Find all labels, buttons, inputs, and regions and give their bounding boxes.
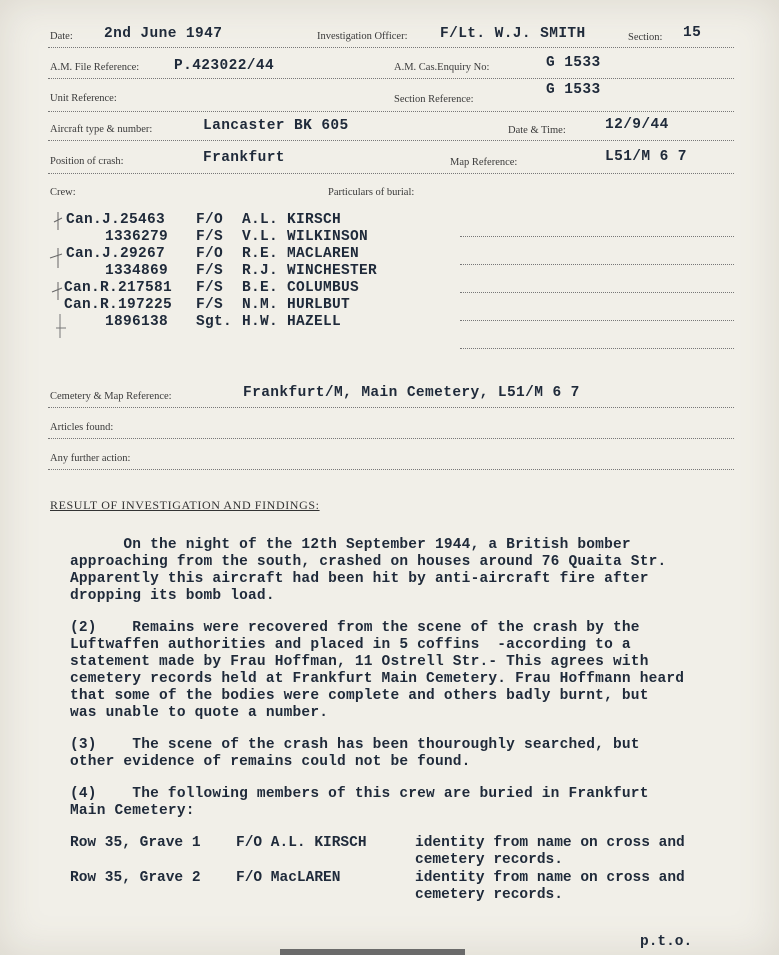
further-action-label: Any further action: <box>50 453 131 464</box>
crew-number: Can.J.25463 <box>66 212 166 228</box>
grave-note: identity from name on cross and <box>415 870 685 886</box>
findings-paragraph-3 <box>70 737 760 771</box>
grave-name: F/O MacLAREN <box>236 870 341 886</box>
divider <box>460 264 734 265</box>
cas-enquiry-value: G 1533 <box>546 55 601 71</box>
position-value: Frankfurt <box>203 150 285 166</box>
crew-rank: F/S <box>196 280 224 296</box>
paragraph-line: dropping its bomb load. <box>70 588 275 604</box>
officer-label: Investigation Officer: <box>317 31 408 42</box>
paragraph-line: On the night of the 12th September 1944, a British bomber <box>70 537 631 553</box>
crew-rank: Sgt. <box>196 314 233 330</box>
paragraph-line: (4) The following members of this crew are buried in Frankfurt <box>70 786 649 802</box>
paragraph-line: was unable to quote a number. <box>70 705 329 721</box>
paragraph-line: statement made by Frau Hoffman, 11 Ostrell Str.- This agrees with <box>70 654 649 670</box>
divider <box>48 140 734 141</box>
paragraph-line: other evidence of remains could not be found. <box>70 754 471 770</box>
section-label: Section: <box>628 32 663 43</box>
paragraph-line: approaching from the south, crashed on houses around 76 Quaita Str. <box>70 554 667 570</box>
datetime-value: 12/9/44 <box>605 117 669 133</box>
crew-name: B.E. COLUMBUS <box>242 280 360 296</box>
page-turn-note: p.t.o. <box>640 934 693 950</box>
findings-paragraph-1 <box>70 537 760 605</box>
paragraph-line: Main Cemetery: <box>70 803 195 819</box>
crew-name: A.L. KIRSCH <box>242 212 342 228</box>
am-file-label: A.M. File Reference: <box>50 62 140 73</box>
am-file-value: P.423022/44 <box>174 58 275 74</box>
crew-rank: F/S <box>196 229 224 245</box>
unit-label: Unit Reference: <box>50 93 117 104</box>
paragraph-line: (3) The scene of the crash has been thouroughly searched, but <box>70 737 640 753</box>
articles-label: Articles found: <box>50 422 114 433</box>
position-label: Position of crash: <box>50 156 124 167</box>
date-value: 2nd June 1947 <box>104 26 223 42</box>
divider <box>460 348 734 349</box>
crew-rank: F/O <box>196 212 224 228</box>
crew-rank: F/S <box>196 263 224 279</box>
cemetery-label: Cemetery & Map Reference: <box>50 391 172 402</box>
grave-note: identity from name on cross and <box>415 835 685 851</box>
scan-edge <box>280 949 465 955</box>
crew-name: R.J. WINCHESTER <box>242 263 378 279</box>
pencil-tick-marks <box>46 210 72 340</box>
divider <box>460 236 734 237</box>
divider <box>48 438 734 439</box>
divider <box>460 320 734 321</box>
crew-rank: F/O <box>196 246 224 262</box>
grave-location: Row 35, Grave 2 <box>70 870 201 886</box>
cas-enquiry-label: A.M. Cas.Enquiry No: <box>394 62 490 73</box>
crew-label: Crew: <box>50 187 76 198</box>
divider <box>48 78 734 79</box>
divider <box>48 111 734 112</box>
cemetery-value: Frankfurt/M, Main Cemetery, L51/M 6 7 <box>243 385 580 401</box>
divider <box>48 173 734 174</box>
crew-name: N.M. HURLBUT <box>242 297 351 313</box>
divider <box>48 469 734 470</box>
section-value: 15 <box>683 25 702 41</box>
section-ref-label: Section Reference: <box>394 94 474 105</box>
crew-number: 1336279 <box>105 229 169 245</box>
crew-number: Can.R.197225 <box>64 297 173 313</box>
divider <box>48 47 734 48</box>
findings-heading: RESULT OF INVESTIGATION AND FINDINGS: <box>50 498 320 512</box>
mapref-value: L51/M 6 7 <box>605 149 687 165</box>
crew-number: 1334869 <box>105 263 169 279</box>
divider <box>460 292 734 293</box>
crew-rank: F/S <box>196 297 224 313</box>
crew-number: Can.R.217581 <box>64 280 173 296</box>
grave-note: cemetery records. <box>415 852 563 868</box>
paragraph-line: Apparently this aircraft had been hit by anti-aircraft fire after <box>70 571 649 587</box>
findings-paragraph-2 <box>70 620 760 722</box>
crew-name: H.W. HAZELL <box>242 314 342 330</box>
datetime-label: Date & Time: <box>508 125 566 136</box>
findings-paragraph-4 <box>70 786 760 820</box>
paragraph-line: cemetery records held at Frankfurt Main Cemetery. Frau Hoffmann heard <box>70 671 685 687</box>
section-ref-value: G 1533 <box>546 82 601 98</box>
aircraft-value: Lancaster BK 605 <box>203 118 349 134</box>
grave-name: F/O A.L. KIRSCH <box>236 835 367 851</box>
crew-name: V.L. WILKINSON <box>242 229 369 245</box>
paragraph-line: Luftwaffen authorities and placed in 5 coffins -according to a <box>70 637 631 653</box>
divider <box>48 407 734 408</box>
burial-label: Particulars of burial: <box>328 187 415 198</box>
grave-location: Row 35, Grave 1 <box>70 835 201 851</box>
crew-number: 1896138 <box>105 314 169 330</box>
grave-note: cemetery records. <box>415 887 563 903</box>
crew-name: R.E. MACLAREN <box>242 246 360 262</box>
officer-value: F/Lt. W.J. SMITH <box>440 26 586 42</box>
paragraph-line: that some of the bodies were complete and others badly burnt, but <box>70 688 649 704</box>
mapref-label: Map Reference: <box>450 157 518 168</box>
aircraft-label: Aircraft type & number: <box>50 124 153 135</box>
crew-number: Can.J.29267 <box>66 246 166 262</box>
paragraph-line: (2) Remains were recovered from the scene of the crash by the <box>70 620 640 636</box>
date-label: Date: <box>50 31 73 42</box>
